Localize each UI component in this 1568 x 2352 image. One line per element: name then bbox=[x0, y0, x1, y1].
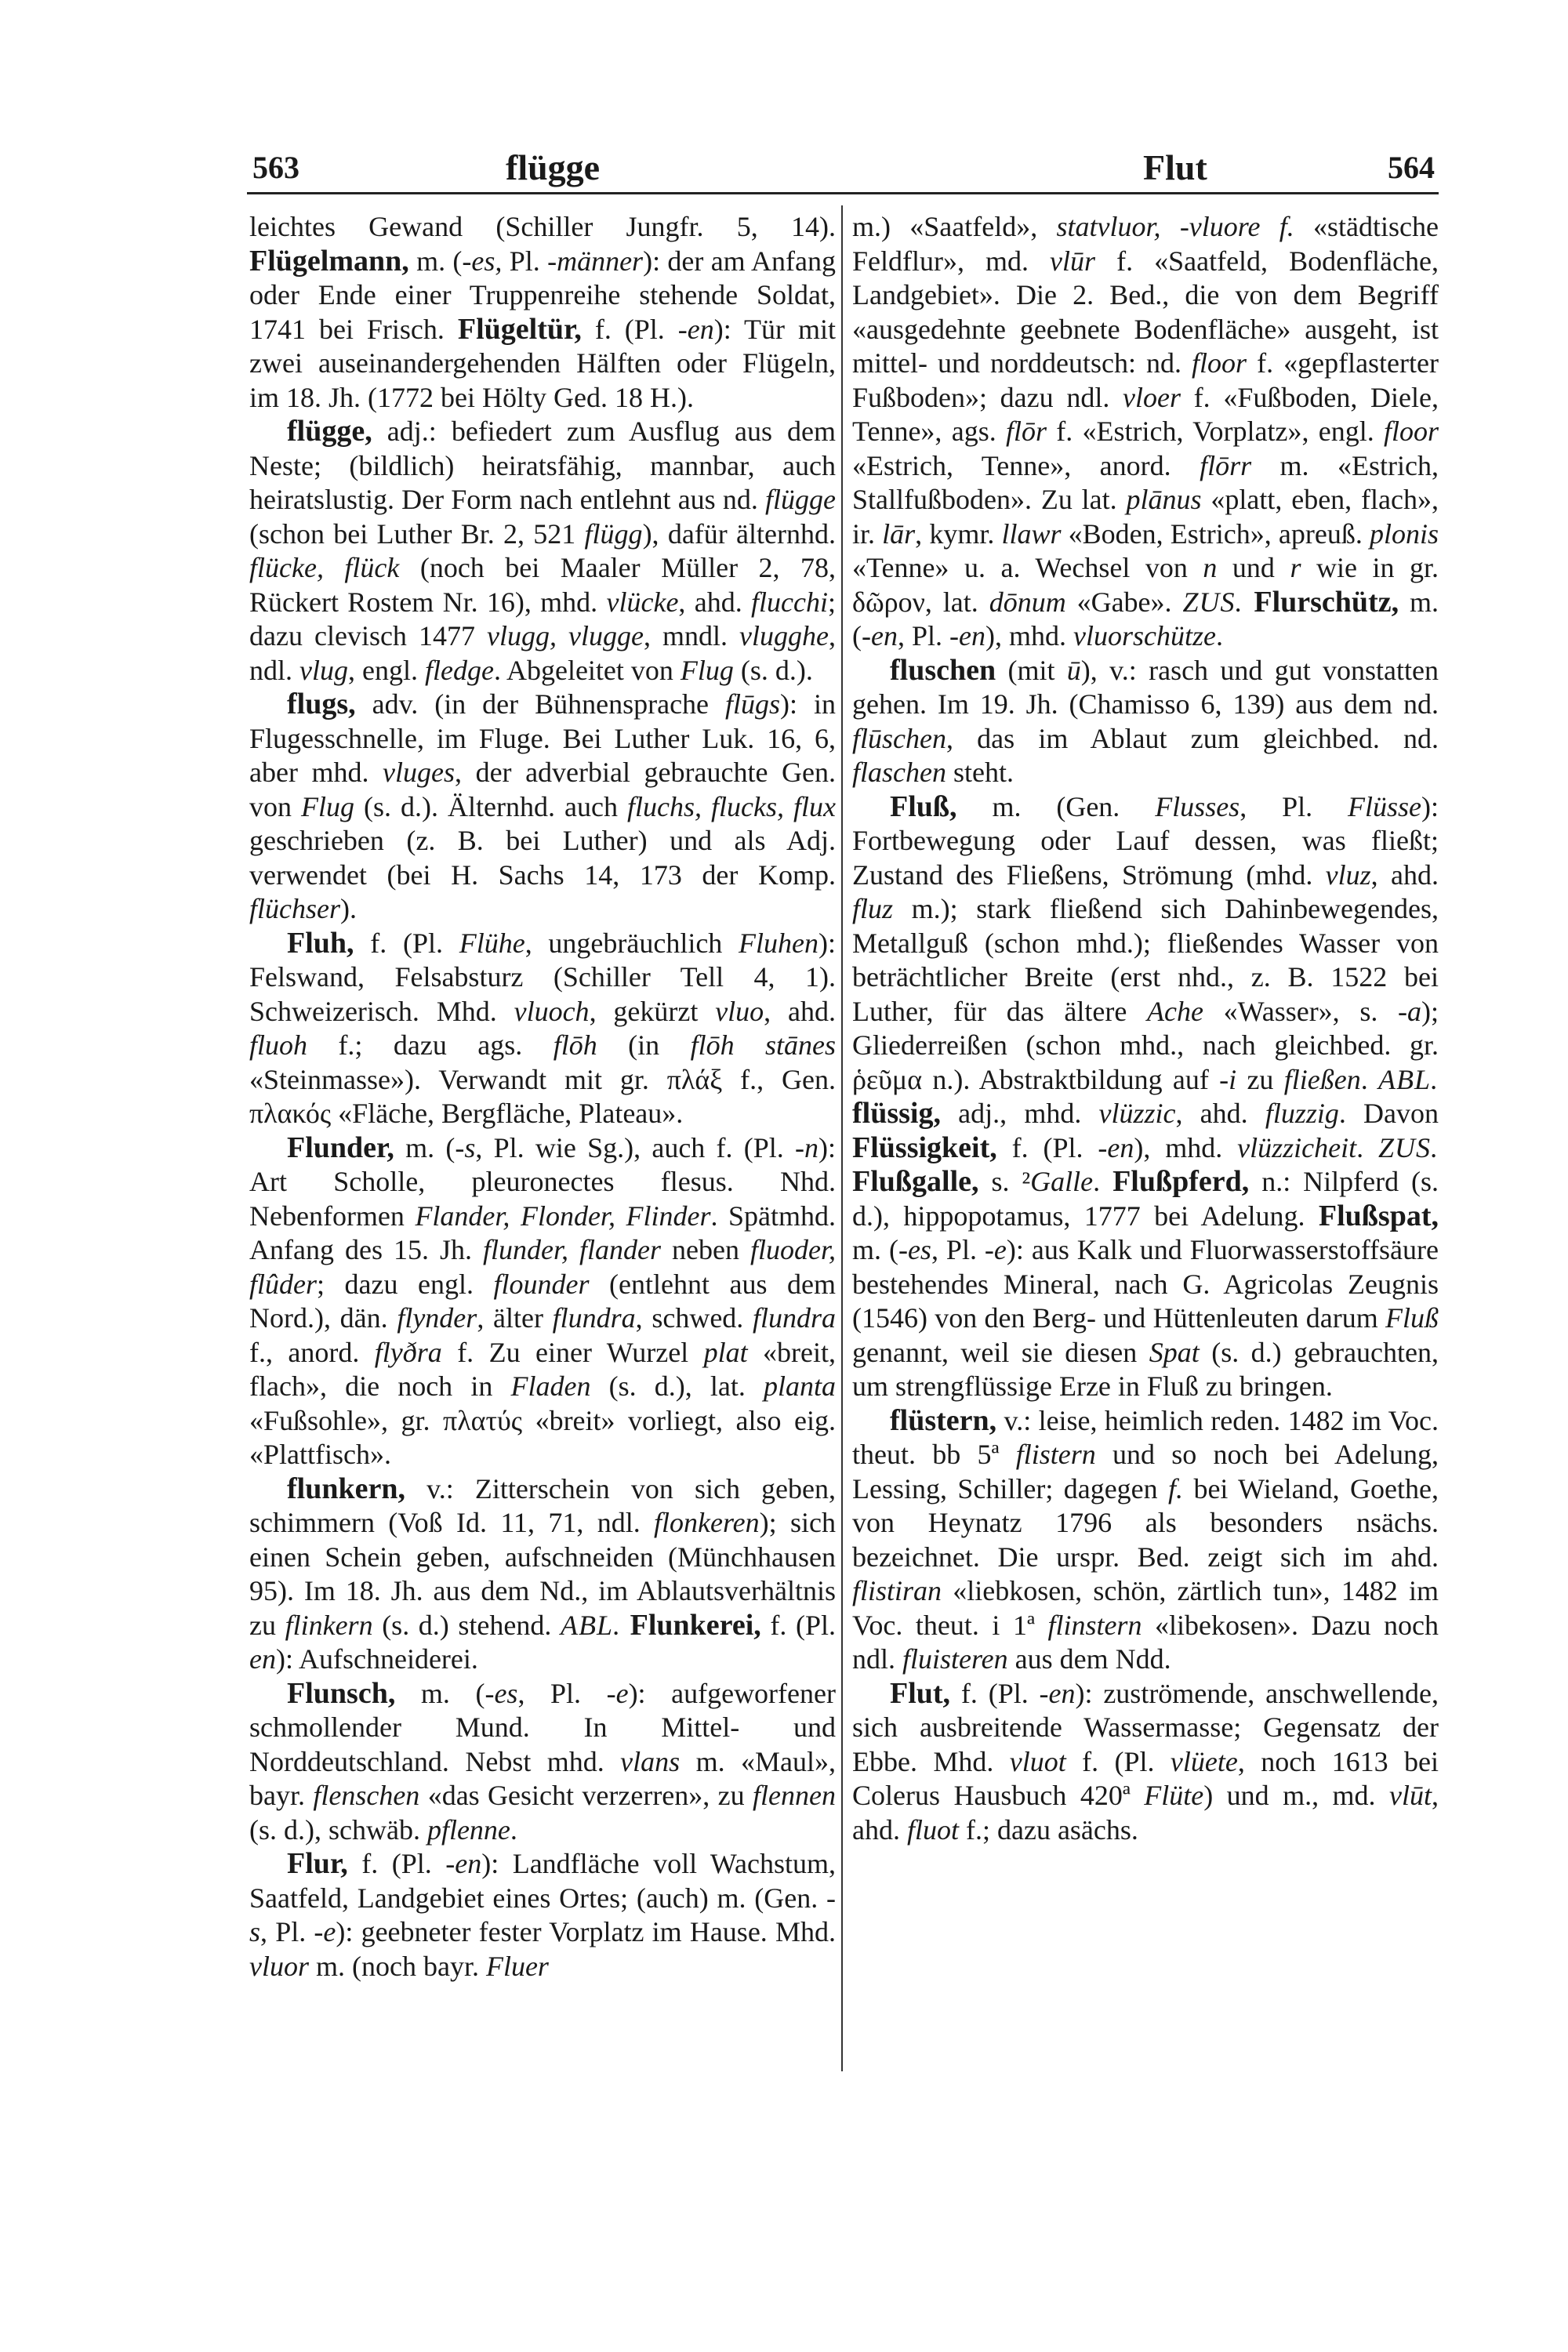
running-head-right: Flut bbox=[1143, 147, 1207, 187]
page-number-left: 563 bbox=[252, 150, 299, 185]
dictionary-entry: Flut, f. (Pl. -en): zuströmende, anschwellende, sich ausbreitende Wassermasse; Gegensatz der Ebbe. Mhd. vluot f. (Pl. vlüete, noch 1613 bei Colerus Hausbuch 420ª Flüte) und m., md. vlūt, ahd. fluot f.; dazu asächs. bbox=[852, 1676, 1439, 1846]
dictionary-entry: Flunder, m. (-s, Pl. wie Sg.), auch f. (Pl. -n): Art Scholle, pleuronectes flesus. Nhd. Nebenformen Flander, Flonder, Flinder. Spätmhd. Anfang des 15. Jh. flunder, flander neben fluoder, flûder; dazu engl. flounder (entlehnt aus dem Nord.), dän. flynder, älter flundra, schwed. flundra f., anord. flyðra f. Zu einer Wurzel plat «breit, flach», die noch in Fladen (s. d.), lat. planta «Fußsohle», gr. πλατύς «breit» vorliegt, also eig. «Plattfisch». bbox=[249, 1131, 837, 1470]
running-head-left: flügge bbox=[506, 147, 601, 187]
dictionary-entry: Flunsch, m. (-es, Pl. -e): aufgeworfener schmollender Mund. In Mittel- und Norddeutschland. Nebst mhd. vlans m. «Maul», bayr. flenschen «das Gesicht verzerren», zu flennen (s. d.), schwäb. pflenne. bbox=[249, 1676, 836, 1846]
header-rule bbox=[247, 192, 1439, 194]
dictionary-entry: fluschen (mit ū), v.: rasch und gut vonstatten gehen. Im 19. Jh. (Chamisso 6, 139) aus dem nd. flūschen, das im Ablaut zum gleichbed. nd. flaschen steht. bbox=[852, 653, 1439, 788]
dictionary-entry: flügge, adj.: befiedert zum Ausflug aus dem Neste; (bildlich) heiratsfähig, mannbar, auch heiratslustig. Der Form nach entlehnt aus nd. flügge (schon bei Luther Br. 2, 521 flügg), dafür älternhd. flücke, flück (noch bei Maaler Müller 2, 78, Rückert Rostem Nr. 16), mhd. vlücke, ahd. flucchi; dazu clevisch 1477 vlugg, vlugge, mndl. vlugghe, ndl. vlug, engl. fledge. Abgeleitet von Flug (s. d.). bbox=[249, 415, 837, 686]
page-number-right: 564 bbox=[1388, 150, 1435, 185]
dictionary-entry: Fluh, f. (Pl. Flühe, ungebräuchlich Fluhen): Felswand, Felsabsturz (Schiller Tell 4, 1). Schweizerisch. Mhd. vluoch, gekürzt vluo, ahd. fluoh f.; dazu ags. flōh (in flōh stānes «Steinmasse»). Verwandt mit gr. πλάξ f., Gen. πλακός «Fläche, Bergfläche, Plateau». bbox=[249, 926, 837, 1129]
column-separator bbox=[841, 205, 843, 2071]
dictionary-entry: flüstern, v.: leise, heimlich reden. 1482 im Voc. theut. bb 5ª flistern und so noch bei Adelung, Lessing, Schiller; dagegen f. bei Wieland, Goethe, von Heynatz 1796 als besonders nsächs. bezeichnet. Die urspr. Bed. zeigt sich im ahd. flistiran «liebkosen, schön, zärtlich tun», 1482 im Voc. theut. i 1ª flinstern «libekosen». Dazu noch ndl. fluisteren aus dem Ndd. bbox=[852, 1403, 1439, 1675]
left-column bbox=[249, 210, 836, 1984]
dictionary-entry: flunkern, v.: Zitterschein von sich geben, schimmern (Voß Id. 11, 71, ndl. flonkeren); sich einen Schein geben, aufschneiden (Münchhausen 95). Im 18. Jh. aus dem Nd., im Ablautsverhältnis zu flinkern (s. d.) stehend. ABL. Flunkerei, f. (Pl. en): Aufschneiderei. bbox=[249, 1472, 837, 1675]
dictionary-entry: flugs, adv. (in der Bühnensprache flūgs): in Flugesschnelle, im Fluge. Bei Luther Luk. 16, 6, aber mhd. vluges, der adverbial gebrauchte Gen. von Flug (s. d.). Älternhd. auch fluchs, flucks, flux geschrieben (z. B. bei Luther) und als Adj. verwendet (bei H. Sachs 14, 173 der Komp. flüchser). bbox=[249, 688, 836, 924]
dictionary-entry: Fluß, m. (Gen. Flusses, Pl. Flüsse): Fortbewegung oder Lauf dessen, was fließt; Zustand des Fließens, Strömung (mhd. vluz, ahd. fluz m.); stark fließend sich Dahinbewegendes, Metallguß (schon mhd.); fließendes Wasser von beträchtlicher Breite (erst nhd., z. B. 1522 bei Luther, für das ältere Ache «Wasser», s. -a); Gliederreißen (schon mhd., nach gleichbed. gr. ῥεῦμα n.). Abstraktbildung auf -i zu fließen. ABL. flüssig, adj., mhd. vlüzzic, ahd. fluzzig. Davon Flüssigkeit, f. (Pl. -en), mhd. vlüzzicheit. ZUS. Flußgalle, s. ²Galle. Flußpferd, n.: Nilpferd (s. d.), hippopotamus, 1777 bei Adelung. Flußspat, m. (-es, Pl. -e): aus Kalk und Fluorwasserstoffsäure bestehendes Mineral, nach G. Agricolas Zeugnis (1546) von den Berg- und Hüttenleuten darum Fluß genannt, weil sie diesen Spat (s. d.) gebrauchten, um strengflüssige Erze in Fluß zu bringen. bbox=[852, 789, 1439, 1402]
dictionary-entry: m.) «Saatfeld», statvluor, -vluore f. «städtische Feldflur», md. vlūr f. «Saatfeld, Bodenfläche, Landgebiet». Die 2. Bed., die von dem Begriff «ausgedehnte geebnete Bodenfläche» ausgeht, ist mittel- und norddeutsch: nd. floor f. «gepflasterter Fußboden»; dazu ndl. vloer f. «Fußboden, Diele, Tenne», ags. flōr f. «Estrich, Vorplatz», engl. floor «Estrich, Tenne», anord. flōrr m. «Estrich, Stallfußboden». Zu lat. plānus «platt, eben, flach», ir. lār, kymr. llawr «Boden, Estrich», apreuß. plonis «Tenne» u. a. Wechsel von n und r wie in gr. δῶρον, lat. dōnum «Gabe». ZUS. Flurschütz, m. (-en, Pl. -en), mhd. vluorschütze. bbox=[852, 211, 1439, 652]
dictionary-entry: leichtes Gewand (Schiller Jungfr. 5, 14). Flügelmann, m. (-es, Pl. -männer): der am Anfang oder Ende einer Truppenreihe stehende Soldat, 1741 bei Frisch. Flügeltür, f. (Pl. -en): Tür mit zwei auseinandergehenden Hälften oder Flügeln, im 18. Jh. (1772 bei Hölty Ged. 18 H.). bbox=[249, 211, 837, 413]
right-column bbox=[852, 210, 1439, 1847]
dictionary-entry: Flur, f. (Pl. -en): Landfläche voll Wachstum, Saatfeld, Landgebiet eines Ortes; (auch) m. (Gen. -s, Pl. -e): geebneter fester Vorplatz im Hause. Mhd. vluor m. (noch bayr. Fluer bbox=[249, 1847, 836, 1982]
